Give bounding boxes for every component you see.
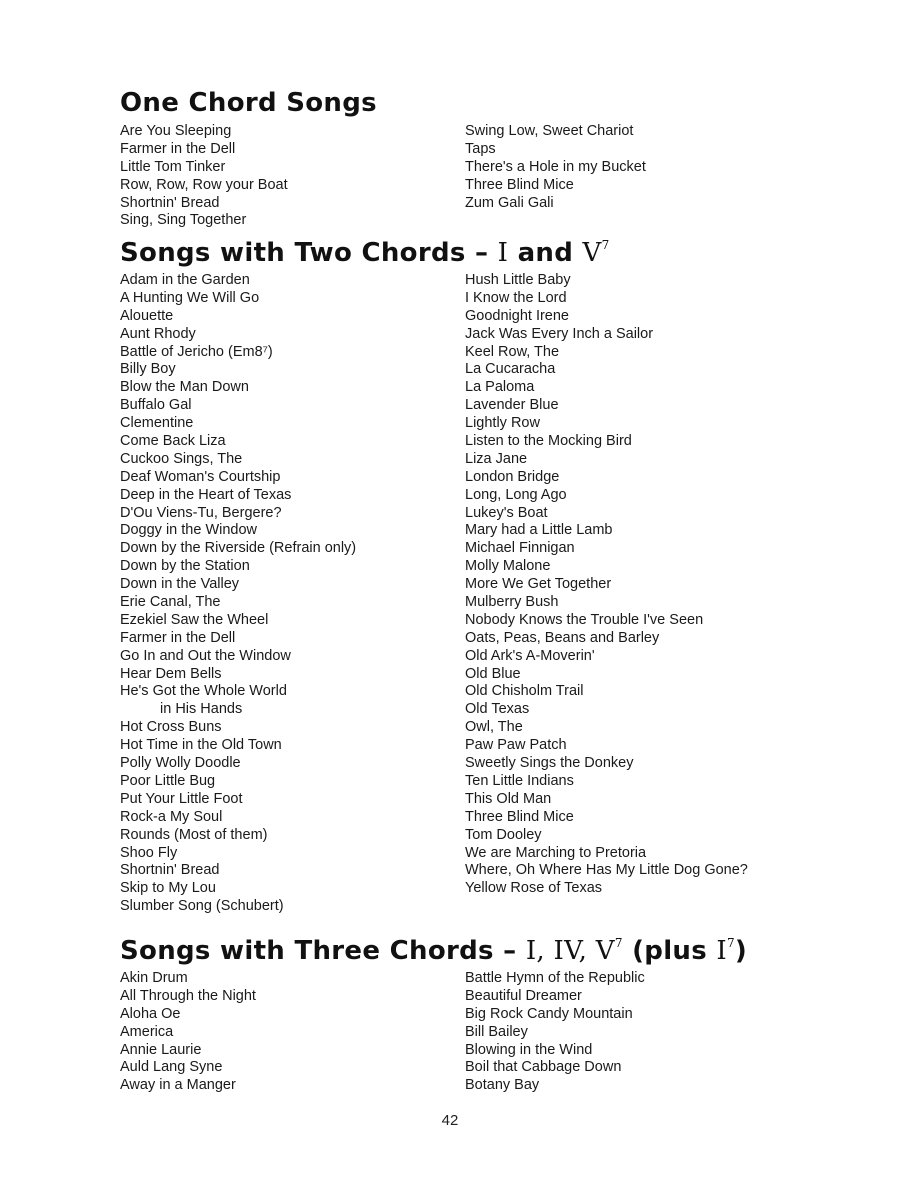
song-title: Alouette <box>120 307 174 324</box>
song-title: Billy Boy <box>120 361 176 378</box>
song-title: More We Get Together <box>465 576 612 593</box>
song-list-two-chords-left <box>120 272 356 916</box>
song-title: Hush Little Baby <box>465 272 571 288</box>
song-title: Deaf Woman's Courtship <box>120 468 281 485</box>
song-list-one-chord-left <box>120 123 288 230</box>
song-title: London Bridge <box>465 468 560 485</box>
song-title: Clementine <box>120 415 194 432</box>
song-title: La Cucaracha <box>465 361 556 378</box>
song-title: Rounds (Most of them) <box>120 826 268 843</box>
song-title: Hot Cross Buns <box>120 719 222 736</box>
title-sup-i: 7 <box>726 936 735 950</box>
song-title: Go In and Out the Window <box>120 647 291 664</box>
song-title: Ezekiel Saw the Wheel <box>120 611 269 628</box>
song-title: Nobody Knows the Trouble I've Seen <box>465 611 704 628</box>
song-title: Annie Laurie <box>120 1041 202 1058</box>
song-title: Blow the Man Down <box>120 379 249 396</box>
song-title: Akin Drum <box>120 970 188 986</box>
song-title: This Old Man <box>465 790 552 807</box>
song-title: La Paloma <box>465 379 535 396</box>
song-title: Yellow Rose of Texas <box>465 880 603 897</box>
song-title: Cuckoo Sings, The <box>120 450 243 467</box>
song-title: We are Marching to Pretoria <box>465 844 647 861</box>
song-title: Paw Paw Patch <box>465 737 567 754</box>
title-roman-v: V <box>582 238 602 268</box>
song-title: Ten Little Indians <box>465 772 574 789</box>
song-title: Molly Malone <box>465 558 551 575</box>
song-title: All Through the Night <box>120 987 256 1004</box>
song-title: D'Ou Viens-Tu, Bergere? <box>120 504 282 521</box>
song-title: in His Hands <box>160 701 243 718</box>
song-title: Shortnin' Bread <box>120 862 220 879</box>
song-title: Swing Low, Sweet Chariot <box>465 123 634 139</box>
song-title: Jack Was Every Inch a Sailor <box>465 325 654 342</box>
song-title: Keel Row, The <box>465 343 560 360</box>
song-title: Old Blue <box>465 665 521 682</box>
song-title: There's a Hole in my Bucket <box>465 158 646 175</box>
song-title: America <box>120 1023 174 1040</box>
song-title: Are You Sleeping <box>120 123 232 139</box>
title-plus: (plus <box>622 936 717 966</box>
song-title: Battle Hymn of the Republic <box>465 970 645 986</box>
song-title: Hear Dem Bells <box>120 665 222 682</box>
song-title: Listen to the Mocking Bird <box>465 433 632 450</box>
section-title-three-chords <box>120 936 747 966</box>
song-title: Auld Lang Syne <box>120 1059 223 1076</box>
title-close: ) <box>734 936 748 966</box>
song-title: Mary had a Little Lamb <box>465 522 613 539</box>
song-title: Come Back Liza <box>120 433 226 450</box>
song-title: Oats, Peas, Beans and Barley <box>465 629 660 646</box>
title-text: Songs with Three Chords – <box>120 936 526 966</box>
song-title: Owl, The <box>465 719 523 736</box>
song-title: Mulberry Bush <box>465 594 559 611</box>
title-text: Songs with Two Chords – <box>120 238 498 268</box>
song-title: Rock-a My Soul <box>120 808 223 825</box>
song-title: Little Tom Tinker <box>120 158 226 175</box>
title-sup-v: 7 <box>614 936 623 950</box>
song-title: Goodnight Irene <box>465 307 569 324</box>
song-title: Lightly Row <box>465 415 540 432</box>
song-title: Three Blind Mice <box>465 176 574 193</box>
song-title: I Know the Lord <box>465 289 567 306</box>
song-title: Lavender Blue <box>465 397 559 414</box>
song-title: Farmer in the Dell <box>120 140 236 157</box>
song-list-three-chords-left <box>120 970 256 1095</box>
song-title: Beautiful Dreamer <box>465 987 582 1004</box>
song-title: He's Got the Whole World <box>120 683 287 700</box>
song-title: Three Blind Mice <box>465 808 574 825</box>
song-title: Old Ark's A-Moverin' <box>465 647 595 664</box>
song-title: Tom Dooley <box>465 826 542 843</box>
song-title: Liza Jane <box>465 450 528 467</box>
song-title: Slumber Song (Schubert) <box>120 898 284 915</box>
song-title: Hot Time in the Old Town <box>120 737 282 754</box>
song-title: Botany Bay <box>465 1077 540 1094</box>
song-title: Polly Wolly Doodle <box>120 755 241 772</box>
song-title: Doggy in the Window <box>120 522 258 539</box>
song-title: Shoo Fly <box>120 844 178 861</box>
song-title: Bill Bailey <box>465 1023 528 1040</box>
song-title: Away in a Manger <box>120 1077 236 1094</box>
song-title: Old Chisholm Trail <box>465 683 584 700</box>
title-roman: I, IV, V <box>525 936 615 966</box>
song-title: Blowing in the Wind <box>465 1041 593 1058</box>
title-sup: 7 <box>601 238 610 252</box>
song-title: Poor Little Bug <box>120 772 216 789</box>
song-title: Down by the Station <box>120 558 250 575</box>
song-title: Deep in the Heart of Texas <box>120 486 292 503</box>
song-title: A Hunting We Will Go <box>120 289 260 306</box>
song-title: Adam in the Garden <box>120 272 250 288</box>
song-title: Long, Long Ago <box>465 486 567 503</box>
song-title: Down by the Riverside (Refrain only) <box>120 540 357 557</box>
song-title: Aunt Rhody <box>120 325 196 342</box>
song-list-one-chord-right <box>465 123 646 212</box>
title-and: and <box>508 238 583 268</box>
section-title-one-chord: One Chord Songs <box>120 88 377 118</box>
song-title: Farmer in the Dell <box>120 629 236 646</box>
song-list-three-chords-right <box>465 970 645 1095</box>
title-roman-i: I <box>497 238 509 268</box>
song-title: Row, Row, Row your Boat <box>120 176 288 193</box>
song-title: Down in the Valley <box>120 576 240 593</box>
song-title: Battle of Jericho (Em8⁷) <box>120 343 273 360</box>
song-title: Skip to My Lou <box>120 880 216 897</box>
song-title: Big Rock Candy Mountain <box>465 1005 633 1022</box>
song-title: Sing, Sing Together <box>120 212 247 229</box>
song-title: Where, Oh Where Has My Little Dog Gone? <box>465 862 748 879</box>
song-title: Buffalo Gal <box>120 397 192 414</box>
song-title: Put Your Little Foot <box>120 790 243 807</box>
song-title: Michael Finnigan <box>465 540 575 557</box>
section-title-two-chords <box>120 238 610 268</box>
page-number: 42 <box>441 1112 459 1129</box>
song-title: Old Texas <box>465 701 530 718</box>
song-title: Shortnin' Bread <box>120 194 220 211</box>
song-title: Zum Gali Gali <box>465 194 554 211</box>
song-title: Taps <box>465 140 496 157</box>
song-title: Lukey's Boat <box>465 504 548 521</box>
song-title: Boil that Cabbage Down <box>465 1059 622 1076</box>
song-title: Erie Canal, The <box>120 594 221 611</box>
song-title: Sweetly Sings the Donkey <box>465 755 634 772</box>
title-roman-i: I <box>716 936 727 966</box>
song-list-two-chords-right <box>465 272 748 898</box>
song-title: Aloha Oe <box>120 1005 181 1022</box>
